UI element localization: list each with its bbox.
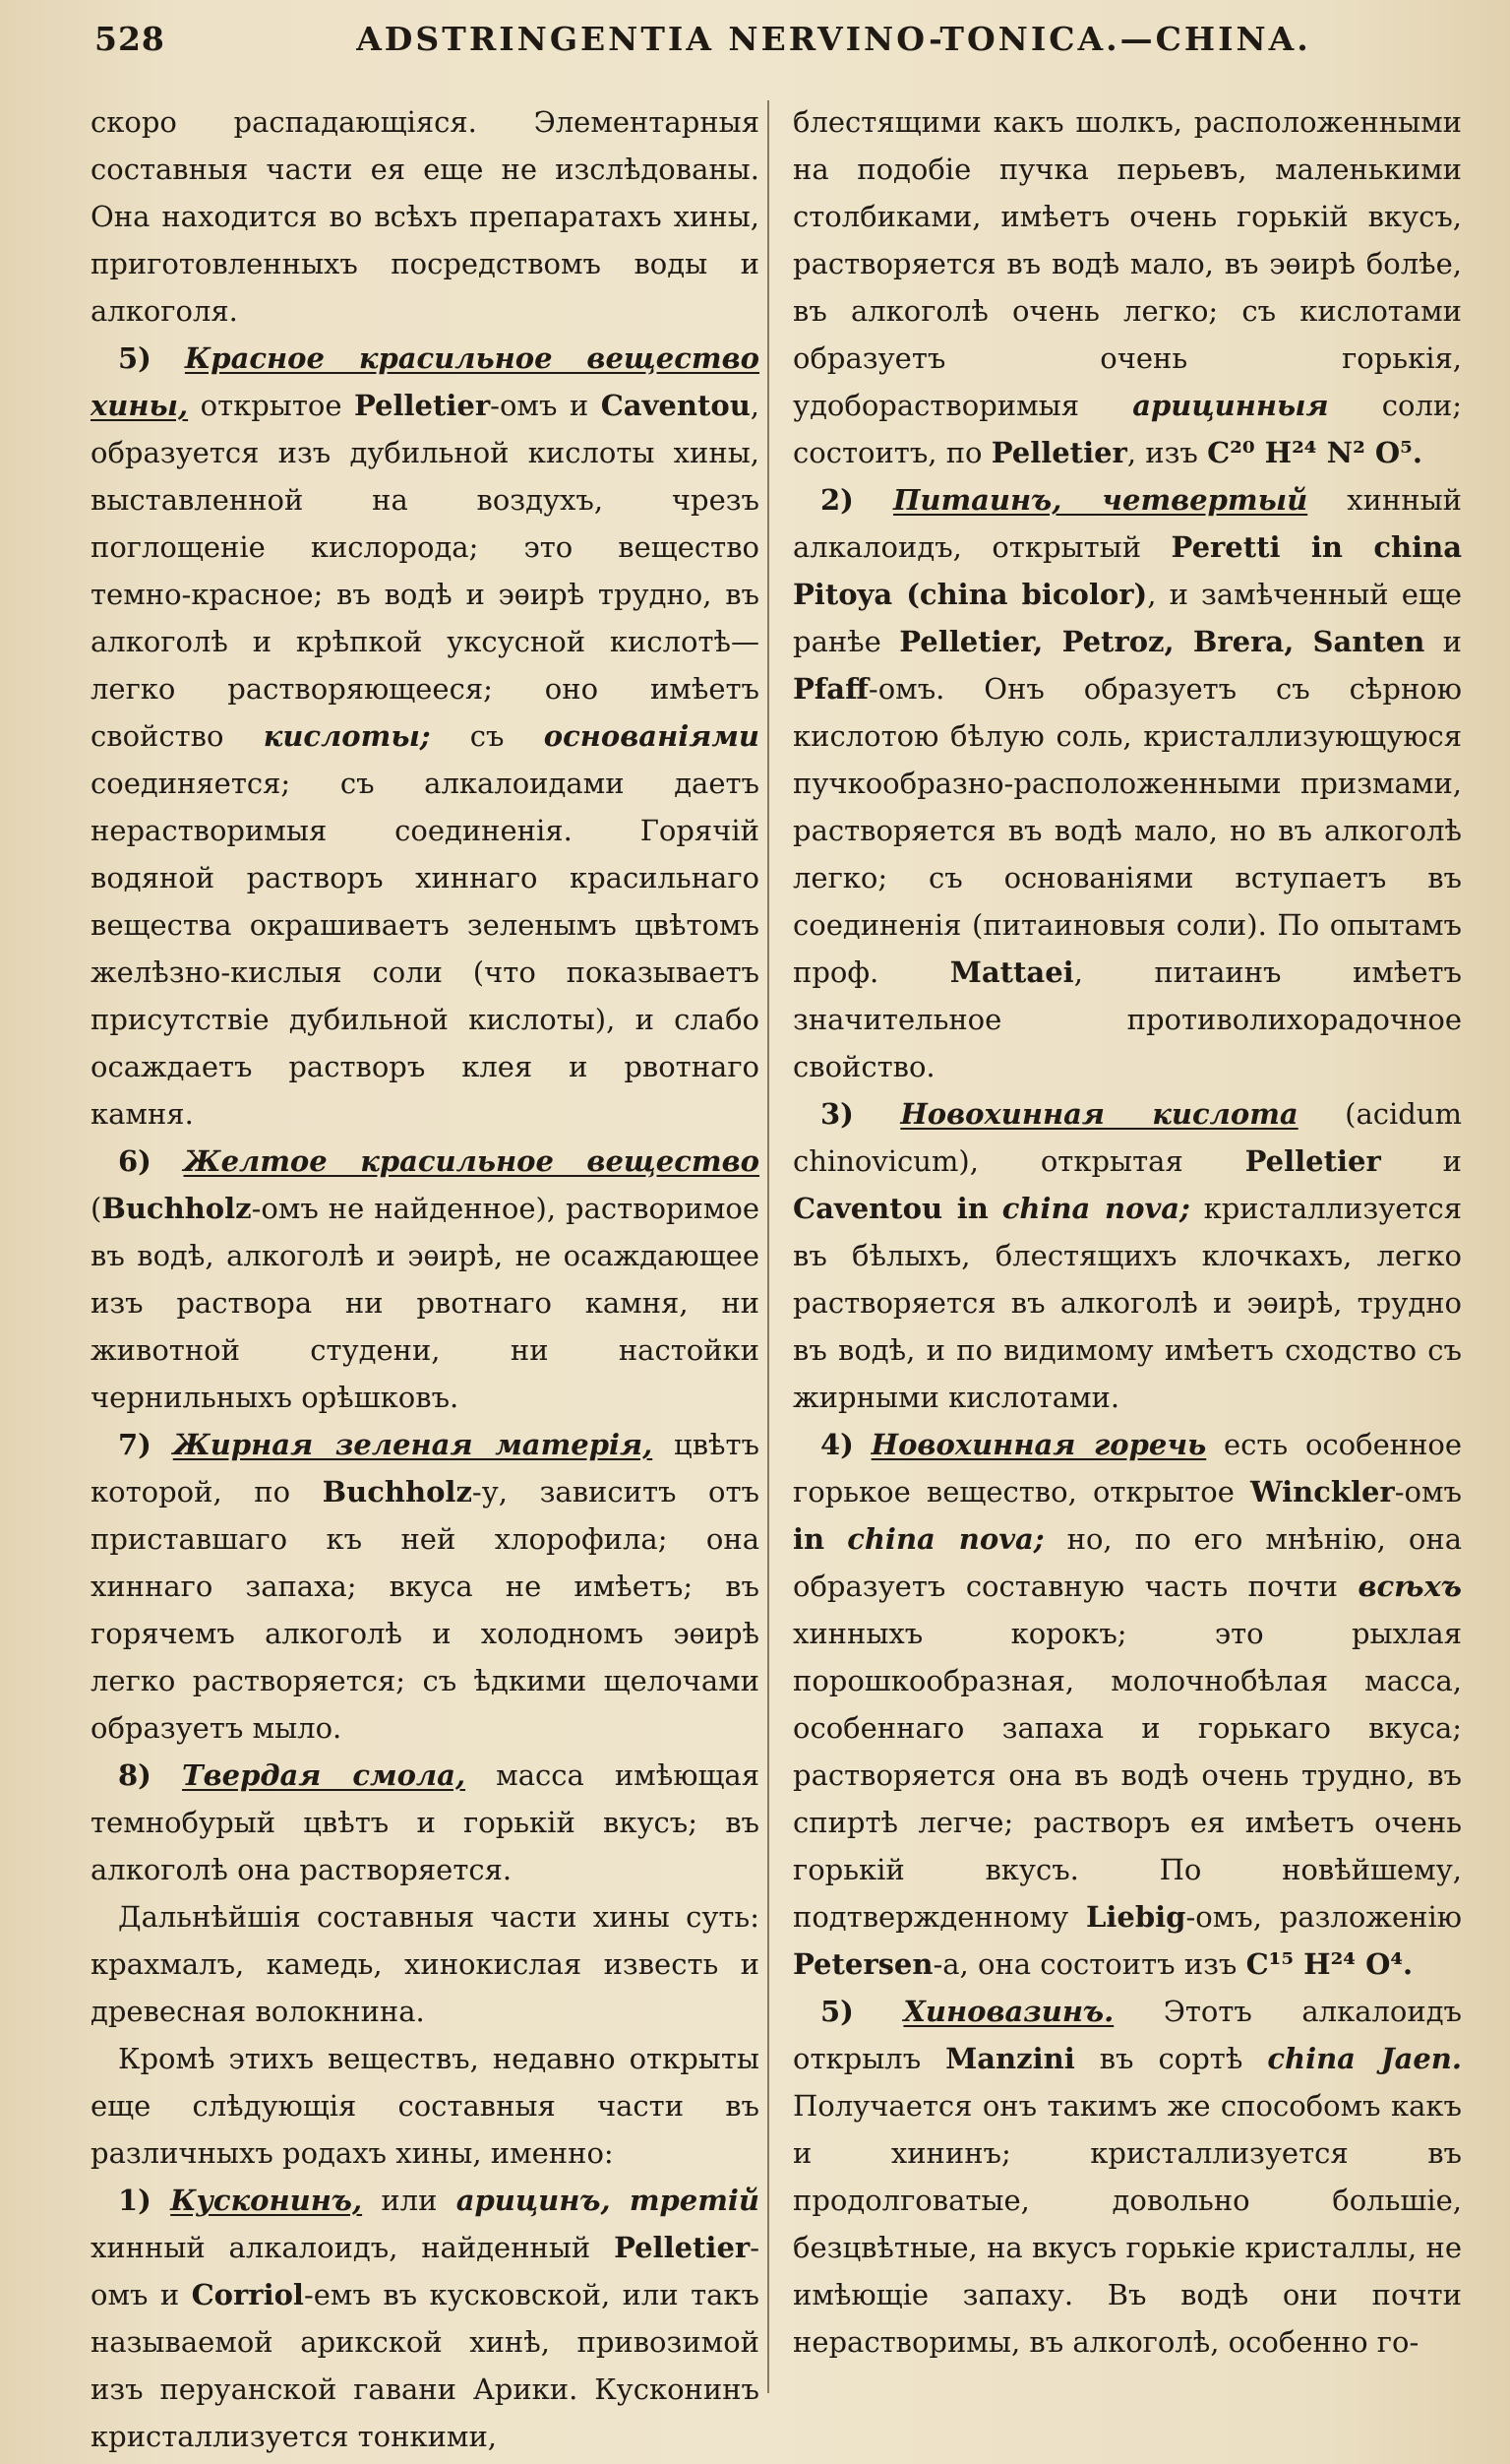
item-number: 7) bbox=[118, 1428, 151, 1461]
item-number: 3) bbox=[820, 1097, 854, 1131]
latin-name: Caventou in bbox=[793, 1192, 989, 1225]
item-heading: Красное красильное вещество хины, bbox=[91, 341, 759, 422]
latin-name: Pelletier bbox=[354, 389, 491, 422]
text-run: , питаинъ имѣетъ значительное противолихорадочное свойство. bbox=[793, 955, 1462, 1083]
item-number: 5) bbox=[118, 341, 151, 375]
paragraph-item-3-chinovic-acid bbox=[793, 1090, 1462, 1421]
text-run: -омъ и bbox=[91, 2231, 759, 2311]
italic-term: основаніями bbox=[543, 719, 759, 753]
paragraph-item-7-green-matter bbox=[91, 1421, 759, 1752]
item-heading: Питаинъ, четвертый bbox=[892, 483, 1308, 517]
text-run: -а, она состоитъ изъ bbox=[933, 1947, 1246, 1981]
italic-term: china Jaen. bbox=[1267, 2042, 1462, 2075]
item-number: 1) bbox=[118, 2184, 151, 2217]
text-run: цвѣтъ которой, по bbox=[91, 1428, 760, 1509]
text-run: (acidum chinovicum), открытая bbox=[793, 1097, 1462, 1178]
text-run: но, по его мнѣнію, она образуетъ составную часть почти bbox=[793, 1522, 1462, 1603]
text-run: ( bbox=[91, 1192, 102, 1225]
page-number: 528 bbox=[94, 20, 165, 58]
text-run: -омъ не найденное), растворимое въ водѣ, алкоголѣ и эѳирѣ, не осаждающее изъ раствора ни рвотнаго камня, ни животной студени, ни настойки чернильныхъ орѣшковъ. bbox=[91, 1192, 759, 1414]
paragraph: Дальнѣйшія составныя части хины суть: крахмалъ, камедь, хинокислая известь и древесная волокнина. bbox=[91, 1900, 759, 2028]
latin-name: Peretti in china Pitoya (china bicolor) bbox=[793, 530, 1462, 611]
text-run: -у, зависитъ отъ приставшаго къ ней хлорофила; она хиннаго запаха; вкуса не имѣетъ; въ горячемъ алкоголѣ и холодномъ эѳирѣ легко растворяется; съ ѣдкими щелочами образуетъ мыло. bbox=[91, 1475, 759, 1745]
italic-term: china nova; bbox=[1001, 1192, 1190, 1225]
paragraph: скоро распадающіяся. Элементарныя составныя части ея еще не изслѣдованы. Она находится во всѣхъ препаратахъ хины, приготовленныхъ посредствомъ воды и алкоголя. bbox=[91, 105, 759, 328]
text-run: хинный алкалоидъ, найденный bbox=[91, 2231, 615, 2264]
item-number: 5) bbox=[820, 1995, 854, 2028]
text-run: или bbox=[362, 2184, 456, 2217]
text-run bbox=[611, 2184, 630, 2217]
item-heading: Кусконинъ, bbox=[170, 2184, 363, 2217]
running-head: ADSTRINGENTIA NERVINO-TONICA.—CHINA. bbox=[356, 20, 1311, 58]
text-run: кристаллизуется въ бѣлыхъ, блестящихъ клочкахъ, легко растворяется въ алкоголѣ и эѳирѣ, трудно въ водѣ, и по видимому имѣетъ сходство съ жирными кислотами. bbox=[793, 1192, 1462, 1414]
text-run: есть особенное горькое вещество, открытое bbox=[793, 1428, 1463, 1509]
paragraph: Кромѣ этихъ веществъ, недавно открыты еще слѣдующія составныя части въ различныхъ родахъ хины, именно: bbox=[91, 2042, 759, 2170]
latin-name: Corriol bbox=[191, 2278, 304, 2311]
paragraph-item-4-chinova-bitter bbox=[793, 1421, 1462, 1988]
latin-name: Pelletier bbox=[614, 2231, 751, 2264]
text-run: открытое bbox=[188, 389, 355, 422]
paragraph-item-8-resin bbox=[91, 1752, 759, 1893]
text-run: -омъ, разложенію bbox=[1185, 1900, 1462, 1934]
right-column bbox=[793, 98, 1462, 2366]
latin-name: Petersen bbox=[793, 1947, 934, 1981]
item-number: 4) bbox=[820, 1428, 854, 1461]
item-heading: Твердая смола, bbox=[182, 1758, 466, 1792]
latin-name: Pelletier bbox=[1244, 1144, 1381, 1178]
item-heading: Новохинная кислота bbox=[900, 1097, 1299, 1131]
latin-name: Pelletier bbox=[991, 436, 1127, 469]
text-run: блестящими какъ шолкъ, расположенными на подобіе пучка перьевъ, маленькими столбиками, имѣетъ очень горькій вкусъ, растворяется въ водѣ мало, въ эѳирѣ болѣе, въ алкоголѣ очень легко; съ кислотами образуетъ очень горькія, удоборастворимыя bbox=[793, 105, 1462, 422]
text-run: въ сортѣ bbox=[1074, 2042, 1268, 2075]
item-heading: Жирная зеленая матерія, bbox=[172, 1428, 653, 1461]
item-heading: Хиновазинъ. bbox=[903, 1995, 1115, 2028]
latin-name: Pelletier, Petroz, Brera, Santen bbox=[899, 625, 1425, 658]
italic-term: кислоты; bbox=[263, 719, 431, 753]
latin-name: Buchholz bbox=[101, 1192, 252, 1225]
paragraph-item-1-cusconine bbox=[91, 2177, 759, 2460]
text-run: соединяется; съ алкалоидами даетъ нерастворимыя соединенія. Горячій водяной растворъ хиннаго красильнаго вещества окрашиваетъ зеленымъ цвѣтомъ желѣзно-кислыя соли (что показываетъ присутствіе дубильной кислоты), и слабо осаждаетъ растворъ клея и рвотнаго камня. bbox=[91, 767, 759, 1131]
item-heading: Желтое красильное вещество bbox=[183, 1144, 759, 1178]
paragraph-item-6-yellow-dye bbox=[91, 1138, 759, 1421]
text-run: съ bbox=[430, 719, 544, 753]
chemical-formula: C²⁰ H²⁴ N² O⁵. bbox=[1207, 436, 1422, 469]
latin-name: Manzini bbox=[945, 2042, 1075, 2075]
italic-term: арицинъ, bbox=[455, 2184, 611, 2217]
latin-name: Winckler bbox=[1250, 1475, 1395, 1509]
paragraph-item-5-chinovasine bbox=[793, 1988, 1462, 2366]
latin-name: Pfaff bbox=[793, 672, 869, 706]
text-run bbox=[989, 1192, 1002, 1225]
italic-term: china nova; bbox=[847, 1522, 1045, 1556]
text-run: , и замѣченный еще ранѣе bbox=[793, 578, 1463, 658]
item-heading: Новохинная горечь bbox=[871, 1428, 1207, 1461]
left-column bbox=[91, 98, 759, 2460]
italic-term: арицинныя bbox=[1132, 389, 1329, 422]
text-run: -омъ bbox=[1394, 1475, 1462, 1509]
paragraph-item-2-pitaine bbox=[793, 476, 1462, 1090]
text-run: , образуется изъ дубильной кислоты хины, выставленной на воздухъ, чрезъ поглощеніе кислорода; это вещество темно-красное; въ водѣ и эѳирѣ трудно, въ алкоголѣ и крѣпкой уксусной кислотѣ—легко растворяющееся; оно имѣетъ свойство bbox=[91, 389, 760, 753]
item-number: 2) bbox=[820, 483, 854, 517]
text-run: -омъ и bbox=[490, 389, 601, 422]
text-run: -омъ. Онъ образуетъ съ сѣрною кислотою бѣлую соль, кристаллизующуюся пучкообразно-расположенными призмами, растворяется въ водѣ мало, но въ алкоголѣ легко; съ основаніями вступаетъ въ соединенія (питаиновыя соли). По опытамъ проф. bbox=[793, 672, 1462, 989]
paragraph-continuation bbox=[793, 98, 1462, 476]
text-run: соли; состоитъ, по bbox=[793, 389, 1462, 469]
text-run: масса имѣющая темнобурый цвѣтъ и горькій вкусъ; въ алкоголѣ она растворяется. bbox=[91, 1758, 760, 1886]
latin-name: Buchholz bbox=[322, 1475, 472, 1509]
item-number: 6) bbox=[118, 1144, 151, 1178]
latin-name: Caventou bbox=[600, 389, 751, 422]
text-run: -емъ въ кусковской, или такъ называемой арикской хинѣ, привозимой изъ перуанской гавани Арики. Кусконинъ кристаллизуется тонкими, bbox=[91, 2278, 759, 2453]
text-run: , изъ bbox=[1126, 436, 1208, 469]
column-divider bbox=[767, 100, 769, 2393]
text-run: и bbox=[1424, 625, 1463, 658]
text-run: хинныхъ корокъ; это рыхлая порошкообразная, молочнобѣлая масса, особеннаго запаха и горькаго вкуса; растворяется она въ водѣ очень трудно, въ спиртѣ легче; растворъ ея имѣетъ очень горькій вкусъ. По новѣйшему, подтвержденному bbox=[793, 1617, 1462, 1934]
paragraph-item-5-red-dye bbox=[91, 335, 759, 1138]
latin-name: Mattaei bbox=[949, 955, 1074, 989]
text-run: и bbox=[1380, 1144, 1462, 1178]
item-number: 8) bbox=[118, 1758, 151, 1792]
text-run: Этотъ алкалоидъ открылъ bbox=[793, 1995, 1462, 2075]
text-run: хинный алкалоидъ, открытый bbox=[793, 483, 1463, 564]
text-run: Получается онъ такимъ же способомъ какъ и хининъ; кристаллизуется въ продолговатые, довольно большіе, безцвѣтные, на вкусъ горькіе кристаллы, не имѣющіе запаху. Въ водѣ они почти нерастворимы, въ алкоголѣ, особенно го- bbox=[793, 2089, 1462, 2359]
latin-name: in bbox=[793, 1522, 825, 1556]
chemical-formula: C¹⁵ H²⁴ O⁴. bbox=[1245, 1947, 1414, 1981]
italic-term: всѣхъ bbox=[1358, 1570, 1462, 1603]
latin-name: Liebig bbox=[1086, 1900, 1186, 1934]
italic-term: третій bbox=[629, 2184, 760, 2217]
text-run bbox=[824, 1522, 847, 1556]
